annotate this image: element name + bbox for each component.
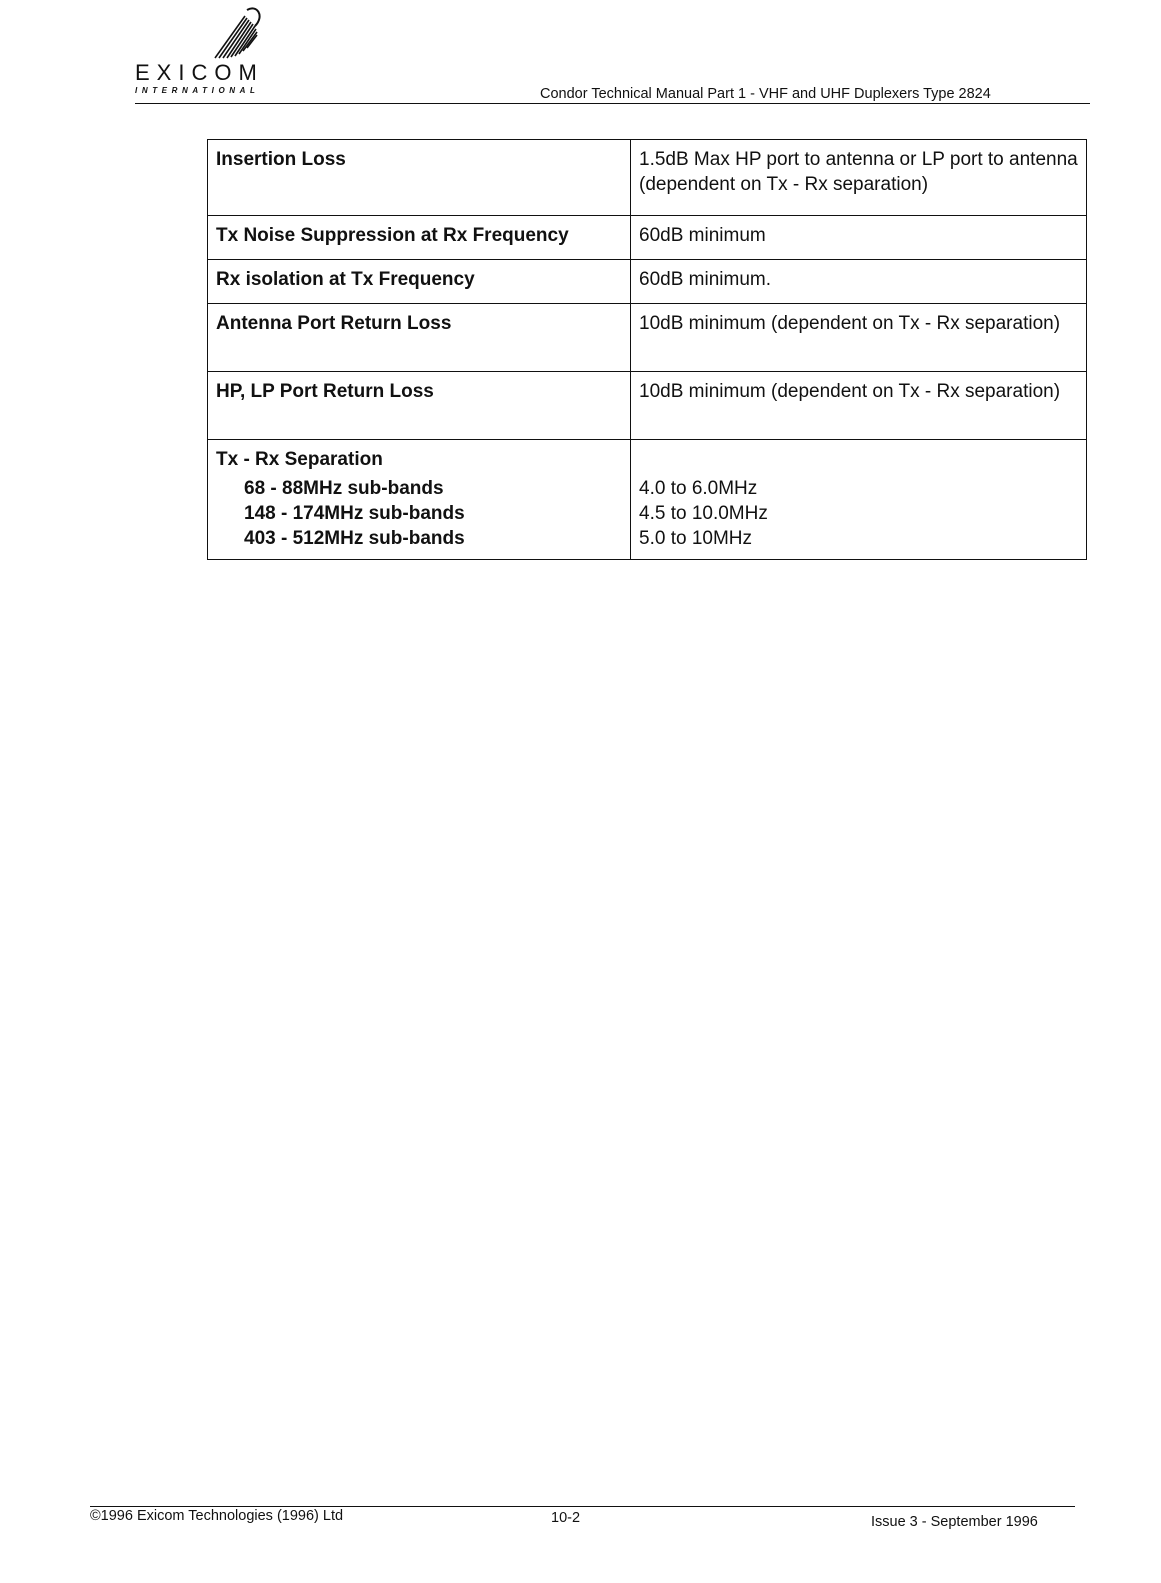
copyright-text: ©1996 Exicom Technologies (1996) Ltd <box>90 1508 344 1524</box>
brand-subtitle: INTERNATIONAL <box>135 86 260 95</box>
spec-parameter: HP, LP Port Return Loss <box>208 372 631 440</box>
separation-parameter-cell <box>208 440 631 560</box>
spec-value: 60dB minimum. <box>631 260 1087 304</box>
page-number: 10-2 <box>551 1510 581 1526</box>
spec-value: 10dB minimum (dependent on Tx - Rx separation) <box>631 304 1087 372</box>
table-row <box>208 304 1087 372</box>
footer-divider <box>90 1506 1075 1507</box>
band-label: 148 - 174MHz sub-bands <box>244 503 465 524</box>
table-row <box>208 260 1087 304</box>
specifications-table <box>207 139 1087 560</box>
spec-parameter: Tx Noise Suppression at Rx Frequency <box>208 216 631 260</box>
spec-parameter: Insertion Loss <box>208 140 631 216</box>
table-row <box>208 140 1087 216</box>
table-row <box>208 372 1087 440</box>
brand-name: EXICOM <box>135 60 264 85</box>
band-label: 403 - 512MHz sub-bands <box>244 528 465 549</box>
band-values <box>639 476 1078 551</box>
band-value: 4.5 to 10.0MHz <box>639 503 768 524</box>
header-divider <box>135 103 1090 104</box>
spec-value: 1.5dB Max HP port to antenna or LP port to antenna (dependent on Tx - Rx separation) <box>631 140 1087 216</box>
band-value: 4.0 to 6.0MHz <box>639 478 758 499</box>
separation-value-cell <box>631 440 1087 560</box>
band-value: 5.0 to 10MHz <box>639 528 752 549</box>
band-label: 68 - 88MHz sub-bands <box>244 478 444 499</box>
exicom-logo <box>135 2 300 98</box>
comet-logo-icon <box>175 2 265 62</box>
table-row <box>208 216 1087 260</box>
spec-parameter: Antenna Port Return Loss <box>208 304 631 372</box>
band-list <box>216 476 622 551</box>
separation-heading: Tx - Rx Separation <box>216 449 383 470</box>
spec-parameter: Rx isolation at Tx Frequency <box>208 260 631 304</box>
spec-value: 10dB minimum (dependent on Tx - Rx separation) <box>631 372 1087 440</box>
document-title: Condor Technical Manual Part 1 - VHF and UHF Duplexers Type 2824 <box>540 86 991 102</box>
table-row <box>208 440 1087 560</box>
issue-text: Issue 3 - September 1996 <box>871 1514 1038 1530</box>
spec-value: 60dB minimum <box>631 216 1087 260</box>
